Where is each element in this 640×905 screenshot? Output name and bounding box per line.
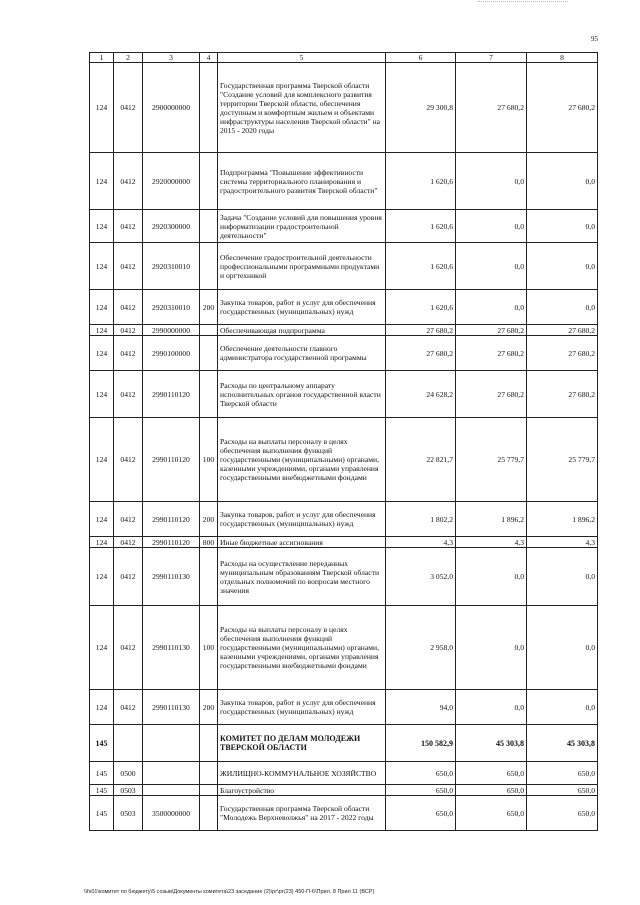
cell-amount-1: 650,0 xyxy=(386,785,456,796)
cell-amount-3: 650,0 xyxy=(527,762,598,785)
cell-amount-2: 27 680,2 xyxy=(456,325,527,336)
cell-amount-1: 27 680,2 xyxy=(386,336,456,371)
cell-amount-3: 0,0 xyxy=(527,290,598,325)
cell-target-code: 2990110120 xyxy=(143,537,200,548)
cell-amount-2: 0,0 xyxy=(456,606,527,690)
cell-amount-1: 150 582,9 xyxy=(386,725,456,762)
cell-section-code: 0412 xyxy=(114,537,143,548)
table-row xyxy=(90,243,598,290)
file-path-footer: \\fs01\комитет по бюджету\5 созыв\Документы комитета\23 заседание (2)\рг\рг(23) 450-П-6\Прил. 8 Прил 11 (ВСР) xyxy=(84,889,375,895)
header-col-6: 6 xyxy=(386,53,456,63)
cell-section-code: 0412 xyxy=(114,418,143,502)
cell-amount-3: 650,0 xyxy=(527,785,598,796)
cell-amount-1: 2 958,0 xyxy=(386,606,456,690)
cell-admin-code: 124 xyxy=(90,502,114,537)
cell-section-code: 0412 xyxy=(114,548,143,606)
top-edge-mark xyxy=(478,1,568,6)
cell-amount-2: 4,3 xyxy=(456,537,527,548)
cell-amount-1: 4,3 xyxy=(386,537,456,548)
cell-name: Расходы на выплаты персоналу в целях обеспечения выполнения функций государственными (муниципальными) органами, казенными учреждениями, органами управления государственными внебюджетными фондами xyxy=(218,606,386,690)
cell-amount-1: 650,0 xyxy=(386,796,456,831)
cell-amount-2: 0,0 xyxy=(456,548,527,606)
cell-amount-2: 0,0 xyxy=(456,290,527,325)
header-col-8: 8 xyxy=(527,53,598,63)
table-row xyxy=(90,502,598,537)
cell-expense-type xyxy=(200,325,218,336)
cell-amount-1: 1 620,6 xyxy=(386,210,456,243)
cell-section-code xyxy=(114,725,143,762)
table-row xyxy=(90,325,598,336)
cell-name: Обеспечивающая подпрограмма xyxy=(218,325,386,336)
cell-name: Обеспечение деятельности главного администратора государственной программы xyxy=(218,336,386,371)
header-col-5: 5 xyxy=(218,53,386,63)
table-row xyxy=(90,690,598,725)
cell-expense-type xyxy=(200,762,218,785)
cell-section-code: 0412 xyxy=(114,63,143,153)
table-row xyxy=(90,290,598,325)
cell-admin-code: 124 xyxy=(90,606,114,690)
table-row xyxy=(90,606,598,690)
cell-expense-type: 800 xyxy=(200,537,218,548)
cell-admin-code: 124 xyxy=(90,210,114,243)
cell-section-code: 0412 xyxy=(114,210,143,243)
table-row xyxy=(90,210,598,243)
cell-amount-2: 27 680,2 xyxy=(456,336,527,371)
table-row xyxy=(90,336,598,371)
cell-admin-code: 124 xyxy=(90,371,114,418)
cell-amount-3: 0,0 xyxy=(527,210,598,243)
cell-name: Государственная программа Тверской области "Молодежь Верхневолжья" на 2017 - 2022 годы xyxy=(218,796,386,831)
cell-target-code: 2990000000 xyxy=(143,325,200,336)
cell-admin-code: 124 xyxy=(90,418,114,502)
cell-expense-type xyxy=(200,336,218,371)
cell-amount-1: 650,0 xyxy=(386,762,456,785)
cell-name: Закупка товаров, работ и услуг для обеспечения государственных (муниципальных) нужд xyxy=(218,502,386,537)
cell-amount-2: 27 680,2 xyxy=(456,371,527,418)
cell-amount-1: 29 300,8 xyxy=(386,63,456,153)
table-header-row xyxy=(90,53,598,63)
cell-section-code: 0412 xyxy=(114,690,143,725)
header-col-7: 7 xyxy=(456,53,527,63)
cell-expense-type xyxy=(200,243,218,290)
cell-amount-2: 650,0 xyxy=(456,762,527,785)
cell-amount-2: 0,0 xyxy=(456,210,527,243)
cell-amount-2: 25 779,7 xyxy=(456,418,527,502)
header-col-4: 4 xyxy=(200,53,218,63)
cell-amount-1: 1 620,6 xyxy=(386,290,456,325)
cell-section-code: 0503 xyxy=(114,796,143,831)
cell-admin-code: 124 xyxy=(90,290,114,325)
cell-amount-2: 1 896,2 xyxy=(456,502,527,537)
cell-admin-code: 145 xyxy=(90,796,114,831)
cell-section-code: 0412 xyxy=(114,325,143,336)
cell-amount-1: 22 821,7 xyxy=(386,418,456,502)
cell-expense-type xyxy=(200,785,218,796)
cell-target-code: 2920000000 xyxy=(143,153,200,210)
cell-expense-type: 200 xyxy=(200,502,218,537)
cell-name: Расходы по центральному аппарату исполнительных органов государственной власти Тверской области xyxy=(218,371,386,418)
cell-expense-type: 200 xyxy=(200,290,218,325)
cell-amount-3: 4,3 xyxy=(527,537,598,548)
cell-name: Благоустройство xyxy=(218,785,386,796)
cell-amount-1: 1 620,6 xyxy=(386,153,456,210)
cell-expense-type xyxy=(200,548,218,606)
cell-amount-2: 45 303,8 xyxy=(456,725,527,762)
page-number: 95 xyxy=(591,35,598,43)
cell-amount-3: 27 680,2 xyxy=(527,325,598,336)
cell-name: Расходы на осуществление переданных муниципальным образованиям Тверской области отдельных полномочий по вопросам местного значения xyxy=(218,548,386,606)
cell-amount-2: 650,0 xyxy=(456,796,527,831)
table-row xyxy=(90,785,598,796)
cell-section-code: 0412 xyxy=(114,153,143,210)
header-col-2: 2 xyxy=(114,53,143,63)
cell-target-code xyxy=(143,762,200,785)
header-col-3: 3 xyxy=(143,53,200,63)
cell-amount-1: 24 628,2 xyxy=(386,371,456,418)
cell-target-code: 2900000000 xyxy=(143,63,200,153)
cell-amount-3: 0,0 xyxy=(527,690,598,725)
cell-amount-3: 45 303,8 xyxy=(527,725,598,762)
cell-target-code: 2990100000 xyxy=(143,336,200,371)
cell-amount-3: 0,0 xyxy=(527,548,598,606)
cell-expense-type xyxy=(200,63,218,153)
cell-amount-1: 1 802,2 xyxy=(386,502,456,537)
table-row xyxy=(90,153,598,210)
cell-amount-2: 0,0 xyxy=(456,243,527,290)
cell-amount-3: 27 680,2 xyxy=(527,63,598,153)
cell-amount-3: 0,0 xyxy=(527,243,598,290)
cell-amount-2: 650,0 xyxy=(456,785,527,796)
cell-name: Расходы на выплаты персоналу в целях обеспечения выполнения функций государственными (муниципальными) органами, казенными учреждениями, органами управления государственными внебюджетными фондами xyxy=(218,418,386,502)
cell-section-code: 0412 xyxy=(114,336,143,371)
cell-section-code: 0412 xyxy=(114,371,143,418)
cell-amount-3: 25 779,7 xyxy=(527,418,598,502)
table-row xyxy=(90,371,598,418)
cell-name: Подпрограмма "Повышение эффективности системы территориального планирования и градостроительного развития Тверской области" xyxy=(218,153,386,210)
cell-section-code: 0412 xyxy=(114,606,143,690)
cell-amount-2: 0,0 xyxy=(456,153,527,210)
cell-section-code: 0412 xyxy=(114,243,143,290)
cell-target-code: 2920310010 xyxy=(143,243,200,290)
cell-admin-code: 124 xyxy=(90,548,114,606)
cell-amount-1: 1 620,6 xyxy=(386,243,456,290)
table-row xyxy=(90,725,598,762)
cell-admin-code: 124 xyxy=(90,63,114,153)
cell-expense-type: 100 xyxy=(200,606,218,690)
cell-name: Иные бюджетные ассигнования xyxy=(218,537,386,548)
cell-name: ЖИЛИЩНО-КОММУНАЛЬНОЕ ХОЗЯЙСТВО xyxy=(218,762,386,785)
cell-target-code xyxy=(143,785,200,796)
cell-amount-3: 1 896,2 xyxy=(527,502,598,537)
cell-amount-3: 0,0 xyxy=(527,606,598,690)
cell-expense-type: 100 xyxy=(200,418,218,502)
cell-expense-type xyxy=(200,371,218,418)
cell-name: Закупка товаров, работ и услуг для обеспечения государственных (муниципальных) нужд xyxy=(218,690,386,725)
cell-admin-code: 124 xyxy=(90,153,114,210)
table-row xyxy=(90,548,598,606)
cell-amount-3: 0,0 xyxy=(527,153,598,210)
cell-target-code: 2990110120 xyxy=(143,371,200,418)
cell-expense-type xyxy=(200,796,218,831)
cell-amount-3: 650,0 xyxy=(527,796,598,831)
budget-table xyxy=(89,52,598,831)
header-col-1: 1 xyxy=(90,53,114,63)
cell-section-code: 0503 xyxy=(114,785,143,796)
cell-admin-code: 124 xyxy=(90,325,114,336)
cell-expense-type xyxy=(200,725,218,762)
cell-expense-type xyxy=(200,210,218,243)
cell-section-code: 0412 xyxy=(114,290,143,325)
cell-admin-code: 124 xyxy=(90,690,114,725)
table-row xyxy=(90,762,598,785)
table-row xyxy=(90,537,598,548)
cell-admin-code: 124 xyxy=(90,336,114,371)
cell-expense-type: 200 xyxy=(200,690,218,725)
cell-amount-1: 3 052,0 xyxy=(386,548,456,606)
cell-amount-2: 0,0 xyxy=(456,690,527,725)
table-body xyxy=(90,63,598,831)
table-row xyxy=(90,796,598,831)
cell-amount-3: 27 680,2 xyxy=(527,336,598,371)
cell-amount-3: 27 680,2 xyxy=(527,371,598,418)
cell-name: Закупка товаров, работ и услуг для обеспечения государственных (муниципальных) нужд xyxy=(218,290,386,325)
cell-amount-2: 27 680,2 xyxy=(456,63,527,153)
cell-name: КОМИТЕТ ПО ДЕЛАМ МОЛОДЕЖИ ТВЕРСКОЙ ОБЛАСТИ xyxy=(218,725,386,762)
cell-amount-1: 94,0 xyxy=(386,690,456,725)
cell-target-code: 2990110120 xyxy=(143,418,200,502)
cell-name: Обеспечение градостроительной деятельности профессиональными программными продуктами и оргтехникой xyxy=(218,243,386,290)
cell-target-code: 2920310010 xyxy=(143,290,200,325)
cell-section-code: 0412 xyxy=(114,502,143,537)
cell-expense-type xyxy=(200,153,218,210)
cell-admin-code: 145 xyxy=(90,725,114,762)
table-row xyxy=(90,63,598,153)
cell-admin-code: 124 xyxy=(90,537,114,548)
cell-admin-code: 145 xyxy=(90,785,114,796)
cell-amount-1: 27 680,2 xyxy=(386,325,456,336)
table-row xyxy=(90,418,598,502)
cell-target-code: 2990110120 xyxy=(143,502,200,537)
cell-target-code xyxy=(143,725,200,762)
cell-target-code: 2920300000 xyxy=(143,210,200,243)
cell-target-code: 3500000000 xyxy=(143,796,200,831)
cell-target-code: 2990110130 xyxy=(143,548,200,606)
cell-target-code: 2990110130 xyxy=(143,606,200,690)
cell-name: Задача "Создание условий для повышения уровня информатизации градостроительной деятельности" xyxy=(218,210,386,243)
cell-admin-code: 124 xyxy=(90,243,114,290)
cell-name: Государственная программа Тверской области "Создание условий для комплексного развития территории Тверской области, обеспечения доступным и комфортным жильем и объектами инфраструктуры населения Тверской области" на 2015 - 2020 годы xyxy=(218,63,386,153)
cell-admin-code: 145 xyxy=(90,762,114,785)
cell-target-code: 2990110130 xyxy=(143,690,200,725)
cell-section-code: 0500 xyxy=(114,762,143,785)
